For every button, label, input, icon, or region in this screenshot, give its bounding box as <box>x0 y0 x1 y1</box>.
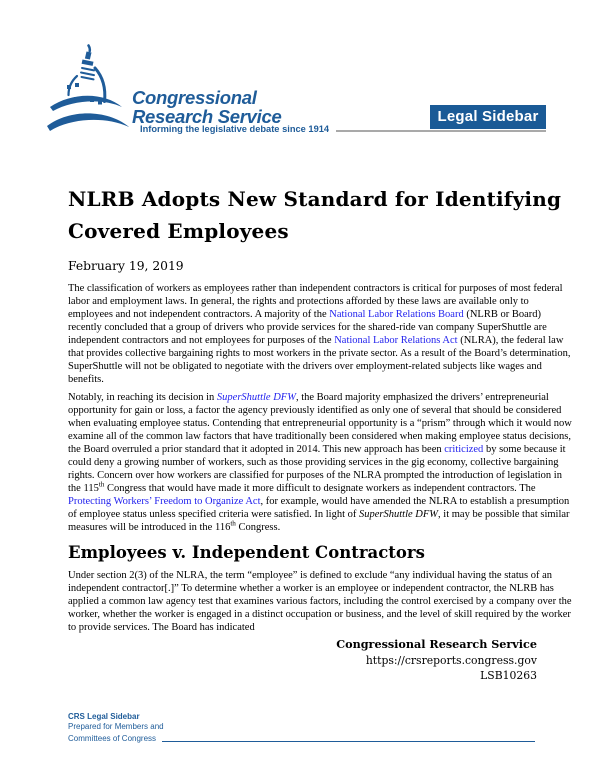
footer-publisher-url: https://crsreports.congress.gov <box>365 653 537 667</box>
footer-publisher-block <box>68 637 573 684</box>
text-segment: , the Board majority emphasized the drivers’ entrepreneurial opportunity for gain or loss, a factor the agency previously identified as only one of several that should be considered when evaluating employee status. Contending that entrepreneurial opportunity is a “prism” through which it would now examine all of the common law factors that have traditionally been considered when making employee status decisions, the Board overruled a prior standard that it adopted in 2014. This new approach has been <box>68 392 572 455</box>
text-segment: Congress. <box>235 522 281 533</box>
section-heading: Employees v. Independent Contractors <box>68 543 425 562</box>
crs-wordmark-line2: Research Service <box>132 106 282 127</box>
footer-prepared-row <box>68 734 535 744</box>
document-title <box>68 183 573 247</box>
document-body <box>68 183 573 684</box>
text-segment: (NLRA), the federal law that provides collective bargaining rights to most workers in the private sector. As a result of the Board’s determination, SuperShuttle will not be obligated to negotiate with the drivers over employment-related subjects like wages and benefits. <box>68 335 571 385</box>
text-segment: (NLRB or Board) recently concluded that a group of drivers who provide services for the shared-ride van company SuperShuttle are independent contractors and not employees for purposes of the <box>68 309 547 346</box>
pwfo-act-link[interactable]: Protecting Workers’ Freedom to Organize Act <box>68 496 261 507</box>
criticized-link[interactable]: criticized <box>444 444 484 455</box>
text-segment: Under section 2(3) of the NLRA, the term “employee” is defined to exclude “any individual having the status of an independent contractor[.]” To determine whether a worker is an employee or independent contractor, the NLRB has applied a common law agency test that examines various factors, including the control exercised by a company over the worker, whether the worker is engaged in a distinct occupation or business, and the level of skill required by the worker to provide services. The Board has indicated <box>68 570 572 633</box>
supershuttle-dfw-link[interactable]: SuperShuttle DFW <box>216 392 296 403</box>
intro-paragraph-2 <box>68 391 573 534</box>
text-segment: The classification of workers as employees rather than independent contractors is critical for purposes of most federal labor and employment laws. In general, the rights and protections afforded by these laws are available only to employees and not independent contractors. A majority of the <box>68 283 563 320</box>
text-segment: th <box>230 519 236 528</box>
footer-sidebar-label: CRS Legal Sidebar <box>68 712 140 721</box>
publication-date: February 19, 2019 <box>68 259 184 273</box>
crs-wordmark-line1: Congressional <box>132 87 257 108</box>
text-segment: by some because it could deny a growing number of workers, such as those providing services in the gig economy, collective bargaining rights. Concern over how workers are classified for purposes of the NLRA prompted the introduction of legislation in the 115 <box>68 444 566 494</box>
footer-sidebar-block <box>68 712 535 744</box>
footer-publisher-name: Congressional Research Service <box>336 637 537 651</box>
text-segment: th <box>98 480 105 489</box>
text-segment: , it may be possible that similar measures will be introduced in the 116 <box>68 509 570 533</box>
capitol-dome-icon <box>46 44 146 144</box>
document-title-line1: NLRB Adopts New Standard for Identifying <box>68 187 562 211</box>
intro-paragraph-1 <box>68 282 573 386</box>
crs-wordmark <box>132 88 281 126</box>
text-segment: Notably, in reaching its decision in <box>68 392 217 403</box>
crs-tagline: Informing the legislative debate since 1914 <box>140 124 330 134</box>
text-segment: Congress that would have made it more difficult to designate workers as independent contractors. The <box>104 483 536 494</box>
document-title-line2: Covered Employees <box>68 219 289 243</box>
nlrb-link[interactable]: National Labor Relations Board <box>329 309 464 320</box>
footer-rule <box>162 741 535 742</box>
text-segment: , for example, would have amended the NLRA to establish a presumption of employee status unless specified criteria were satisfied. In light of <box>68 496 570 520</box>
header-rule <box>336 130 546 132</box>
text-segment: SuperShuttle DFW <box>359 509 439 520</box>
footer-doc-id: LSB10263 <box>480 669 537 682</box>
section-paragraph-1 <box>68 569 573 634</box>
nlra-link[interactable]: National Labor Relations Act <box>334 335 458 346</box>
footer-prepared-line1: Prepared for Members and <box>68 722 164 731</box>
legal-sidebar-badge: Legal Sidebar <box>430 105 546 129</box>
footer-prepared-line2: Committees of Congress <box>68 734 157 743</box>
